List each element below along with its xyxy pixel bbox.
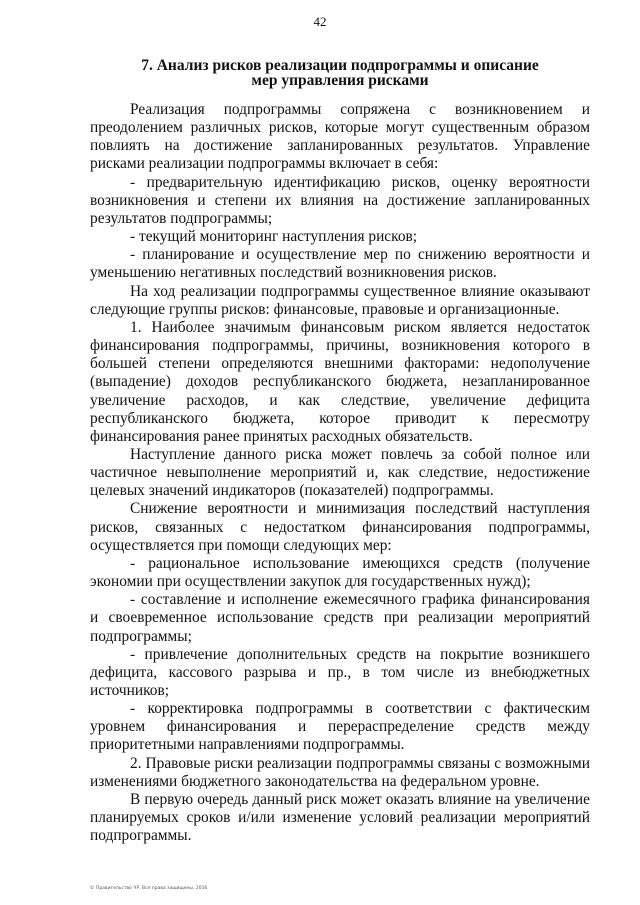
body-text [90, 101, 590, 845]
paragraph: На ход реализации подпрограммы существенное влияние оказывают следующие группы рисков: финансовые, правовые и организационные. [90, 282, 590, 318]
paragraph: 1. Наиболее значимым финансовым риском является недостаток финансирования подпрограммы, причины, возникновения которого в большей степени определяются внешними факторами: недополучение (выпадение) доходов республиканского бюджета, незапланированное увеличение расходов, и как следствие, увеличение дефицита республиканского бюджета, которое приводит к пересмотру финансирования ранее принятых расходных обязательств. [90, 318, 590, 445]
paragraph: Наступление данного риска может повлечь за собой полное или частичное невыполнение мероприятий и, как следствие, недостижение целевых значений индикаторов (показателей) подпрограммы. [90, 445, 590, 500]
paragraph: - предварительную идентификацию рисков, оценку вероятности возникновения и степени их влияния на достижение запланированных результатов подпрограммы; [90, 173, 590, 227]
paragraph: Снижение вероятности и минимизация последствий наступления рисков, связанных с недостатком финансирования подпрограммы, осуществляется при помощи следующих мер: [90, 500, 590, 554]
section-heading [90, 58, 590, 88]
paragraph: - составление и исполнение ежемесячного графика финансирования и своевременное использование средств при реализации мероприятий подпрограммы; [90, 591, 590, 645]
paragraph: - текущий мониторинг наступления рисков; [130, 228, 418, 246]
paragraph: Реализация подпрограммы сопряжена с возникновением и преодолением различных рисков, которые могут существенным образом повлиять на достижение запланированных результатов. Управление рисками реализации подпрограммы включает в себя: [90, 101, 590, 173]
paragraph: 2. Правовые риски реализации подпрограммы связаны с возможными изменениями бюджетного законодательства на федеральном уровне. [90, 754, 590, 790]
paragraph: - привлечение дополнительных средств на покрытие возникшего дефицита, кассового разрыва и пр., в том числе из внебюджетных источников; [90, 645, 590, 699]
section-heading-line-1: 7. Анализ рисков реализации подпрограммы и описание [141, 57, 539, 74]
paragraph: - корректировка подпрограммы в соответствии с фактическим уровнем финансирования и перераспределение средств между приоритетными направлениями подпрограммы. [90, 700, 590, 754]
footer-note: © Правительство ЧР. Все права защищены. 2016 [90, 886, 208, 891]
paragraph: - планирование и осуществление мер по снижению вероятности и уменьшению негативных последствий возникновения рисков. [90, 246, 590, 282]
paragraph: - рациональное использование имеющихся средств (получение экономии при осуществлении закупок для государственных нужд); [90, 554, 590, 591]
section-heading-line-2: мер управления рисками [251, 72, 429, 89]
page-number: 42 [313, 14, 327, 29]
paragraph: В первую очередь данный риск может оказать влияние на увеличение планируемых сроков и/или изменение условий реализации мероприятий подпрограммы. [90, 790, 590, 845]
